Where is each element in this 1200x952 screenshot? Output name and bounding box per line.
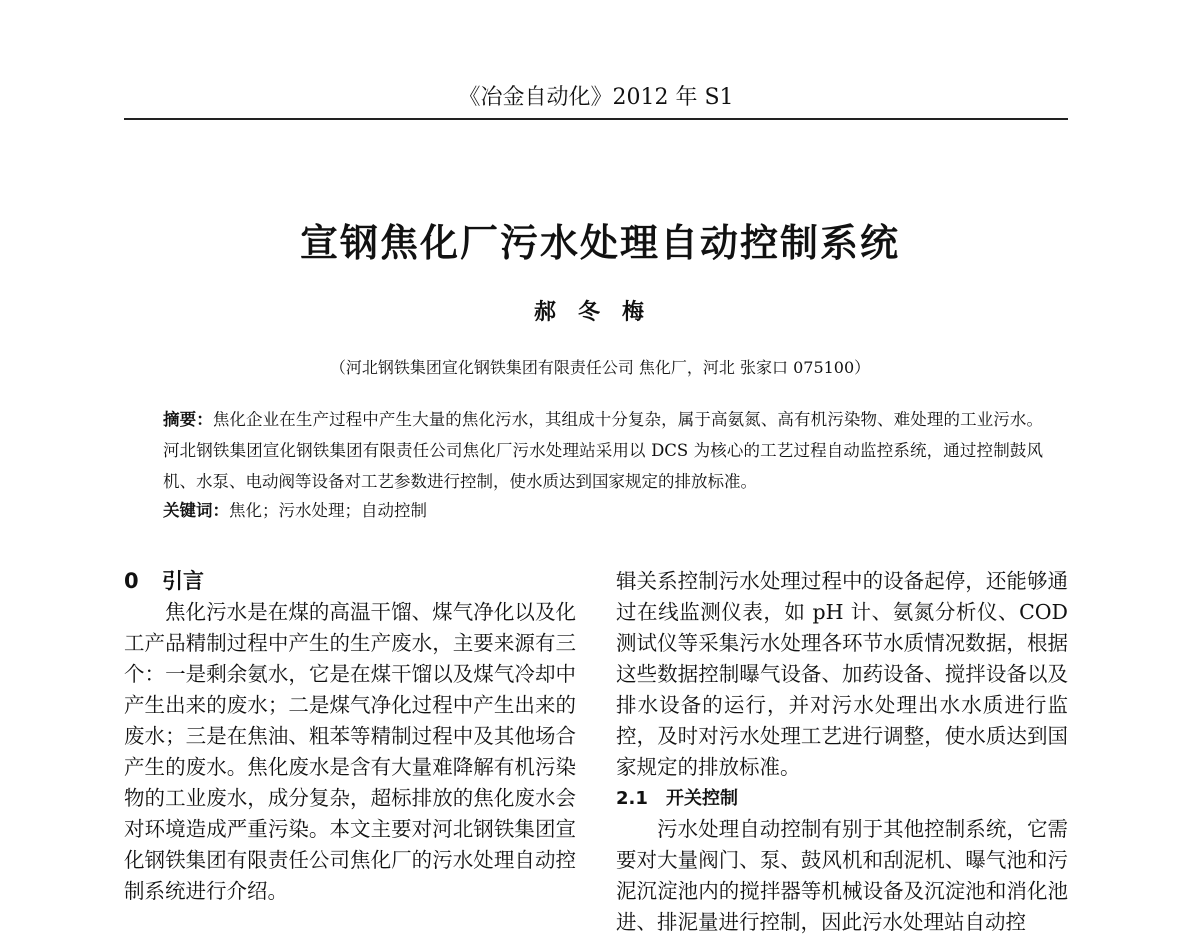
subsection-number: 2.1 bbox=[616, 788, 648, 809]
intro-paragraph: 焦化污水是在煤的高温干馏、煤气净化以及化工产品精制过程中产生的生产废水，主要来源有三个：一是剩余氨水，它是在煤干馏以及煤气冷却中产生出来的废水；二是煤气净化过程中产生出来的废水；三是在焦油、粗苯等精制过程中及其他场合产生的废水。焦化废水是含有大量难降解有机污染物的工业废水，成分复杂，超标排放的焦化废水会对环境造成严重污染。本文主要对河北钢铁集团宣化钢铁集团有限责任公司焦化厂的污水处理自动控制系统进行介绍。 bbox=[124, 600, 576, 903]
abstract-label: 摘要： bbox=[163, 410, 213, 429]
right-column bbox=[616, 566, 1068, 938]
subsection-title: 开关控制 bbox=[666, 788, 738, 809]
affiliation: （河北钢铁集团宣化钢铁集团有限责任公司 焦化厂，河北 张家口 075100） bbox=[329, 358, 871, 377]
abstract bbox=[163, 404, 1043, 497]
left-column bbox=[124, 566, 576, 907]
continued-paragraph: 辑关系控制污水处理过程中的设备起停，还能够通过在线监测仪表，如 pH 计、氨氮分析仪、COD 测试仪等采集污水处理各环节水质情况数据，根据这些数据控制曝气设备、加药设备、搅拌设备以及排水设备的运行，并对污水处理出水水质进行监控，及时对污水处理工艺进行调整，使水质达到国家规定的排放标准。 bbox=[616, 569, 1068, 779]
switch-control-paragraph: 污水处理自动控制有别于其他控制系统，它需要对大量阀门、泵、鼓风机和刮泥机、曝气池和污泥沉淀池内的搅拌器等机械设备及沉淀池和消化池进、排泥量进行控制，因此污水处理站自动控 bbox=[616, 817, 1068, 934]
keywords-text: 焦化；污水处理；自动控制 bbox=[229, 501, 427, 520]
header-rule bbox=[124, 118, 1068, 120]
author: 郝冬梅 bbox=[533, 299, 666, 325]
paper-title: 宣钢焦化厂污水处理自动控制系统 bbox=[299, 221, 900, 265]
journal-header: 《冶金自动化》2012 年 S1 bbox=[458, 85, 734, 110]
subsection-heading bbox=[616, 783, 1068, 814]
section-number: 0 bbox=[124, 569, 139, 593]
section-title: 引言 bbox=[162, 569, 204, 593]
abstract-text: 焦化企业在生产过程中产生大量的焦化污水，其组成十分复杂，属于高氨氮、高有机污染物、难处理的工业污水。河北钢铁集团宣化钢铁集团有限责任公司焦化厂污水处理站采用以 DCS 为核心的工艺过程自动监控系统，通过控制鼓风机、水泵、电动阀等设备对工艺参数进行控制，使水质达到国家规定的排放标准。 bbox=[163, 410, 1044, 491]
section-heading-intro bbox=[124, 566, 576, 597]
keywords bbox=[163, 497, 1043, 525]
keywords-label: 关键词： bbox=[163, 501, 229, 520]
